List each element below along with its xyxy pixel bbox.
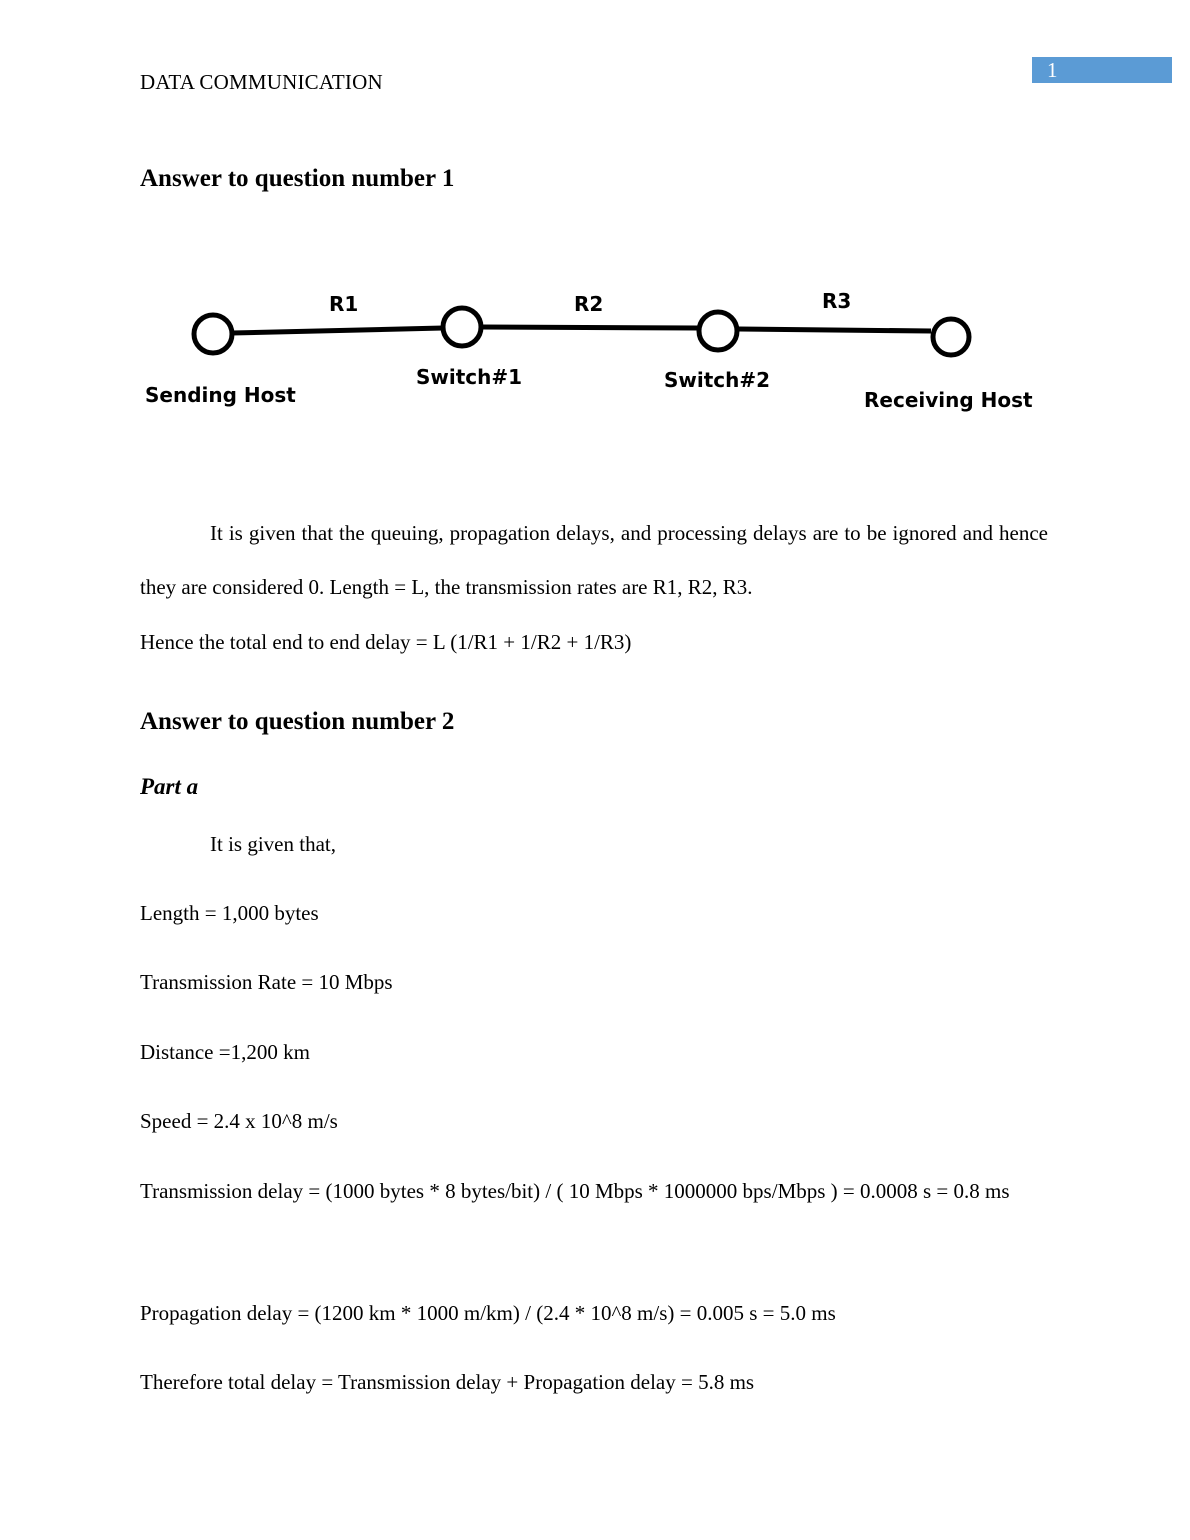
link-label-r3: R3	[822, 289, 852, 313]
q2-heading: Answer to question number 2	[140, 708, 455, 735]
node-receiving-host	[933, 319, 969, 355]
q1-paragraph: It is given that the queuing, propagation delays, and processing delays are to be ignored and hence they are considered 0. Length = L, the transmission rates are R1, R2, R3.	[140, 521, 1048, 599]
node-label-switch-1: Switch#1	[416, 365, 523, 389]
page-number: 1	[1047, 58, 1058, 82]
given-length: Length = 1,000 bytes	[140, 901, 319, 925]
transmission-delay-calc: Transmission delay = (1000 bytes * 8 bytes/bit) / ( 10 Mbps * 1000000 bps/Mbps ) = 0.0008 s = 0.8 ms	[140, 1179, 1010, 1203]
given-distance: Distance =1,200 km	[140, 1040, 310, 1064]
node-switch-1	[443, 308, 481, 346]
link-label-r2: R2	[574, 292, 604, 316]
q1-total-delay: Hence the total end to end delay = L (1/R1 + 1/R2 + 1/R3)	[140, 630, 632, 654]
q2-intro: It is given that,	[210, 832, 336, 856]
node-label-receiving-host: Receiving Host	[864, 388, 1033, 412]
running-header: DATA COMMUNICATION	[140, 70, 383, 94]
link-r3	[739, 329, 931, 331]
network-diagram	[130, 280, 1050, 430]
page-number-badge	[1032, 57, 1172, 83]
link-r2	[482, 327, 698, 328]
propagation-delay-calc: Propagation delay = (1200 km * 1000 m/km) / (2.4 * 10^8 m/s) = 0.005 s = 5.0 ms	[140, 1301, 836, 1325]
node-switch-2	[699, 312, 737, 350]
link-label-r1: R1	[329, 292, 359, 316]
node-sending-host	[194, 315, 232, 353]
node-label-sending-host: Sending Host	[145, 383, 296, 407]
link-r1	[232, 328, 443, 333]
node-label-switch-2: Switch#2	[664, 368, 771, 392]
total-delay-result: Therefore total delay = Transmission delay + Propagation delay = 5.8 ms	[140, 1370, 755, 1394]
given-speed: Speed = 2.4 x 10^8 m/s	[140, 1109, 338, 1133]
q1-heading: Answer to question number 1	[140, 165, 455, 192]
part-a-heading: Part a	[140, 774, 199, 799]
given-transmission-rate: Transmission Rate = 10 Mbps	[140, 970, 393, 994]
